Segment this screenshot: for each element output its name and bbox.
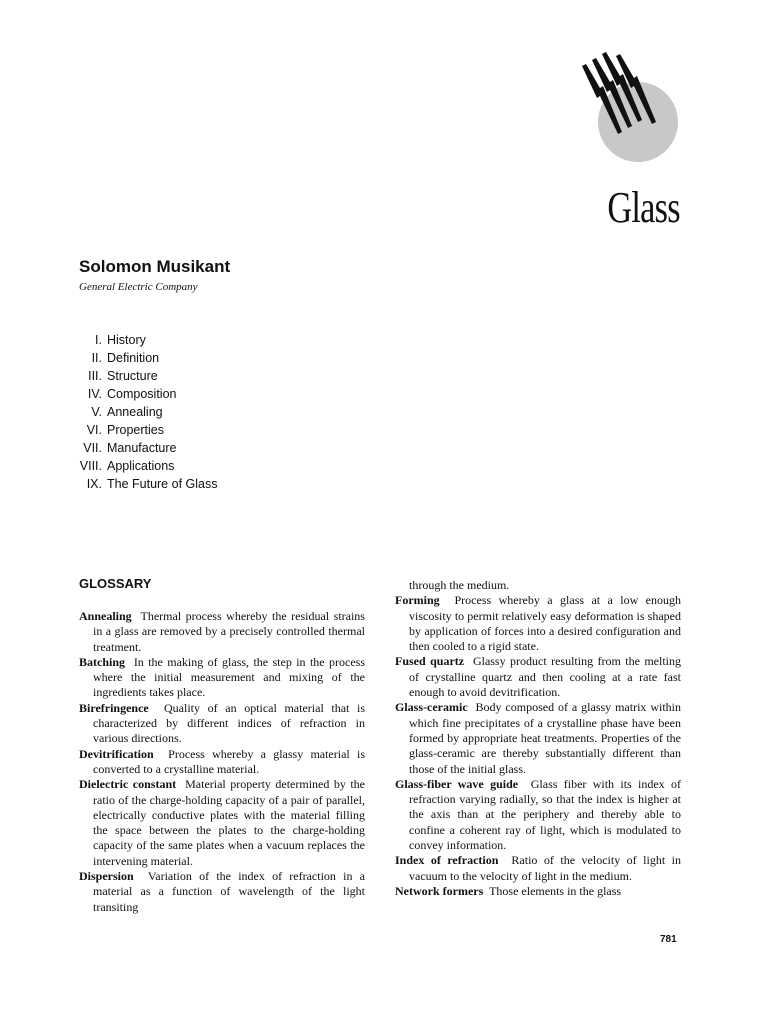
- glossary-term: Fused quartz: [395, 654, 465, 669]
- glossary-entry: [395, 700, 681, 776]
- glossary-entry: [79, 869, 365, 915]
- outline-item: [79, 421, 319, 439]
- outline-label: The Future of Glass: [107, 477, 218, 491]
- glossary-entry: [395, 654, 681, 700]
- outline-label: Properties: [107, 423, 164, 437]
- outline-number: VIII.: [79, 459, 102, 473]
- author-name: Solomon Musikant: [79, 257, 231, 276]
- glossary-definition: Process whereby a glassy material is converted to a crystalline material.: [93, 746, 366, 776]
- glossary-left-column: [79, 609, 365, 915]
- glossary-continuation: [395, 578, 681, 593]
- glossary-term: Network formers: [395, 883, 484, 898]
- chapter-outline: [79, 331, 319, 493]
- glossary-entry: [79, 701, 365, 747]
- glossary-definition: Quality of an optical material that is characterized by different indices of refraction in various directions.: [93, 700, 366, 746]
- chapter-title: Glass: [607, 183, 680, 232]
- outline-item: [79, 385, 319, 403]
- glossary-term: Forming: [395, 593, 440, 608]
- outline-number: I.: [95, 333, 102, 347]
- outline-number: IV.: [87, 387, 102, 401]
- outline-item: [79, 403, 319, 421]
- glossary-definition: In the making of glass, the step in the process where the initial measurement and mixing of the ingredients takes place.: [93, 654, 365, 700]
- glossary-entry: [395, 777, 681, 853]
- glossary-term: Dielectric constant: [79, 777, 177, 792]
- glossary-definition: Material property determined by the ratio of the charge-holding capacity of a pair of parallel, electrically conductive plates with the material filling the space between the plates to the charge-holding capacity of the same plates when a vacuum replaces the intervening material.: [93, 777, 366, 868]
- glossary-definition: Variation of the index of refraction in a material as a function of wavelength of the light transiting: [93, 869, 365, 914]
- outline-item: [79, 457, 319, 475]
- glossary-entry: [79, 777, 365, 869]
- glossary-term: Dispersion: [79, 869, 134, 884]
- lightning-bolts-over-circle-icon: [578, 52, 682, 168]
- outline-item: [79, 439, 319, 457]
- glossary-term: Glass-fiber wave guide: [395, 776, 519, 791]
- glossary-definition: Thermal process whereby the residual strains in a glass are removed by a precisely controlled thermal treatment.: [93, 609, 365, 654]
- outline-label: Composition: [107, 387, 177, 401]
- glossary-entry: [395, 884, 681, 899]
- glossary-term: Glass-ceramic: [395, 700, 468, 715]
- outline-label: Definition: [107, 351, 160, 365]
- outline-label: Annealing: [107, 405, 163, 419]
- glossary-heading: GLOSSARY: [79, 576, 152, 591]
- glossary-definition: Glass fiber with its index of refraction varying radially, so that the index is higher at the axis than at the periphery and thereby able to confine a coherent ray of light, which is modulated to convey information.: [409, 776, 682, 853]
- glossary-definition: through the medium.: [409, 578, 510, 592]
- outline-label: History: [107, 333, 146, 347]
- glossary-term: Birefringence: [79, 700, 149, 715]
- outline-item: [79, 475, 319, 493]
- glossary-definition: Body composed of a glassy matrix within which fine precipitates of a crystalline phase have been formed by appropriate heat treatments. Properties of the glass-ceramic are thereby substantially different than those of the initial glass.: [409, 700, 681, 776]
- outline-label: Structure: [107, 369, 158, 383]
- glossary-definition: Process whereby a glass at a low enough viscosity to permit relatively easy deformation is shaped by application of forces into a desired configuration and then cooled to a rigid state.: [409, 593, 681, 654]
- glossary-entry: [395, 593, 681, 654]
- glossary-definition: Glassy product resulting from the melting of crystalline quartz and then cooling at a rate fast enough to avoid devitrification.: [409, 654, 682, 700]
- glossary-term: Batching: [79, 654, 126, 669]
- glossary-entry: [79, 747, 365, 778]
- glossary-entry: [79, 655, 365, 701]
- glossary-definition: Those elements in the glass: [489, 883, 622, 898]
- glossary-right-column: [395, 578, 681, 899]
- glossary-definition: Ratio of the velocity of light in vacuum to the velocity of light in the medium.: [409, 853, 681, 883]
- glossary-entry: [79, 609, 365, 655]
- author-affiliation: General Electric Company: [79, 281, 198, 293]
- outline-number: VII.: [83, 441, 102, 455]
- glossary-term: Devitrification: [79, 746, 154, 761]
- glossary-entry: [395, 853, 681, 884]
- outline-item: [79, 367, 319, 385]
- outline-number: VI.: [86, 423, 102, 437]
- outline-label: Applications: [107, 459, 175, 473]
- outline-number: II.: [91, 351, 102, 365]
- glossary-term: Annealing: [79, 609, 132, 623]
- glossary-term: Index of refraction: [395, 853, 499, 868]
- outline-number: V.: [91, 405, 102, 419]
- outline-number: IX.: [86, 477, 102, 491]
- outline-label: Manufacture: [107, 441, 177, 455]
- page-number: 781: [660, 934, 677, 945]
- outline-item: [79, 349, 319, 367]
- outline-number: III.: [88, 369, 102, 383]
- outline-item: [79, 331, 319, 349]
